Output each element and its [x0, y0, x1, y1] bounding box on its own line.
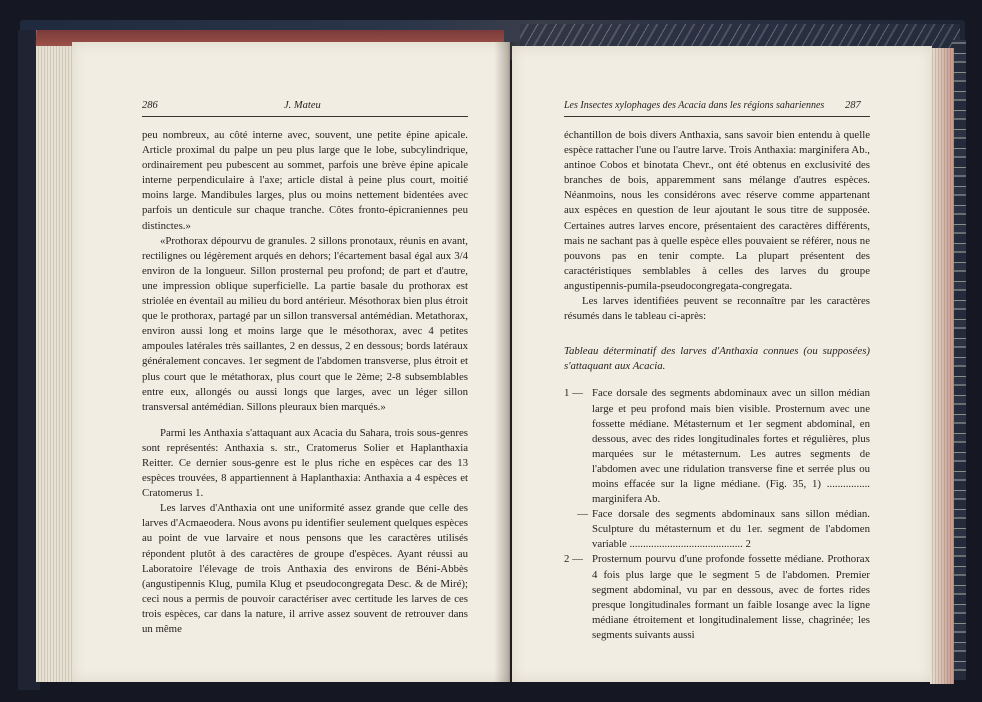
key-item [564, 552, 870, 643]
right-page [512, 46, 932, 682]
right-page-number: 287 [845, 100, 861, 111]
right-body-text [564, 128, 870, 643]
book-cover-right-edge [952, 40, 966, 680]
key-item [564, 507, 870, 552]
header-rule-left [142, 116, 468, 117]
key-item-number: 1 — [564, 387, 583, 400]
page-edge-red-right [930, 48, 954, 684]
key-table-title: Tableau déterminatif des larves d'Anthaxia connues (ou supposées) s'attaquant aux Acacia. [564, 345, 870, 373]
right-running-head: Les Insectes xylophages des Acacia dans les régions sahariennes [564, 100, 825, 111]
left-paragraph-3: Parmi les Anthaxia s'attaquant aux Acacia du Sahara, trois sous-genres sont représentés: Anthaxia s. str., Cratomerus Solier et Haplanthaxia Reitter. Ce dernier sous-genre est le plus riche en espèces car des 13 espèces trouvées, 8 appartiennent à Haplanthaxia: Anthaxia a 4 espèces et Cratomerus 1. [142, 426, 468, 500]
key-item [564, 386, 870, 507]
key-item-text: Face dorsale des segments abdominaux avec un sillon médian large et peu profond mais bien visible. Prosternum avec une fossette médiane. Métasternum et 1er segment abdominal, en dessous, avec des rides longitudinales fortes et régulières, plus marquées sur le métasternum. Les autres segments de l'abdomen avec une ridulation transverse fine et serrée plus ou moins effacée sur la ligne médiane. (Fig. 35, 1) ................ marginifera Ab. [592, 387, 870, 506]
left-paragraph-1: peu nombreux, au côté interne avec, souvent, une petite épine apicale. Article proximal du palpe un peu plus large que le lobe, subcylindrique, ordinairement peu pubescent au sommet, parfois une brève épine apicale interne perpendiculaire à l'axe; article distal à peine plus court, moitié moins large. Mandibules larges, plus ou moins nettement bidentées avec parfois un denticule sur chaque tranche. Côtes fronto-épicraniennes peu distinctes.» [142, 129, 468, 232]
right-paragraph-2: Les larves identifiées peuvent se reconnaître par les caractères résumés dans le tableau ci-après: [564, 295, 870, 323]
left-running-head: J. Mateu [284, 100, 321, 111]
left-body-text [142, 128, 468, 637]
key-item-text: Face dorsale des segments abdominaux sans sillon médian. Sculpture du métasternum et du 1er. segment de l'abdomen variable .......................................... 2 [592, 508, 870, 551]
left-page [72, 42, 510, 682]
right-paragraph-1: échantillon de bois divers Anthaxia, sans savoir bien entendu à quelle espèce rattacher l'une ou l'autre larve. Trois Anthaxia: marginifera Ab., antinoe Cobos et binotata Chevr., ont été obtenus en exclusivité des branches de bois, apparemment sans mélange d'autres espèces. Néanmoins, nous les considérons avec réserve comme appartenant aux espèces en question de leur ajoutant le sous titre de supposée. Certaines autres larves encore, présentaient des caractères différents, mais ne sachant pas à quelle espèce elles pouvaient se référer, nous ne pouvons pas en tenir compte. La plupart présentent des caractéristiques semblables à celles des larves du groupe angustipennis-pumila-pseudocongregata-congregata. [564, 129, 870, 292]
key-item-number: 2 — [564, 553, 583, 566]
header-rule-right [564, 116, 870, 117]
key-item-number: — [577, 508, 588, 521]
left-paragraph-2: «Prothorax dépourvu de granules. 2 sillons pronotaux, réunis en avant, rectilignes ou légèrement arqués en dehors; l'écartement basal égal aux 3/4 environ de la longueur. Sillon prosternal peu profond; de part et d'autre, une impression oblique superficielle. La partie basale du prothorax est striolée en éventail au milieu du bord antérieur. Mésothorax bien plus étroit que le prothorax, partagé par un sillon transversal antémédian. Metathorax, environ aussi long et moins large que le mésothorax, avec 4 petites ampoules latérales très saillantes, 2 en dessus, 2 en dessous; bords latéraux généralement concaves. 1er segment de l'abdomen transverse, plus étroit et plus court que le métathorax, plus court que le 2ème; 2-8 subsemblables entre eux, allongés ou aussi longs que larges, avec un léger sillon transversal antémédian. Sillons pleuraux bien marqués.» [142, 234, 468, 413]
key-list [564, 386, 870, 643]
key-item-text: Prosternum pourvu d'une profonde fossette médiane. Prothorax 4 fois plus large que le segment 5 de l'abdomen. Premier segment abdominal, vu par en dessous, avec de fortes rides presque longitudinales formant un faible losange avec la ligne médiane étroitement et longitudinalement lisse, chagrinée; les segments suivants aussi [592, 553, 870, 641]
page-stack-left [36, 30, 76, 682]
left-paragraph-4: Les larves d'Anthaxia ont une uniformité assez grande que celle des larves d'Acmaeodera. Nous avons pu identifier seulement quelques espèces au point de vue larvaire et nous pensons que les caractères utilisés répondent plutôt à des caractères de groupe d'espèces. Ayant réussi au Laboratoire l'élevage de trois Anthaxia des environs de Béni-Abbès (angustipennis Klug, pumila Klug et pseudocongregata Desc. & de Miré); ceci nous a permis de pouvoir caractériser avec certitude les larves de ces trois espèces, car dans la nature, il arrive assez souvent de retrouver dans un même [142, 502, 468, 635]
left-page-number: 286 [142, 100, 158, 111]
